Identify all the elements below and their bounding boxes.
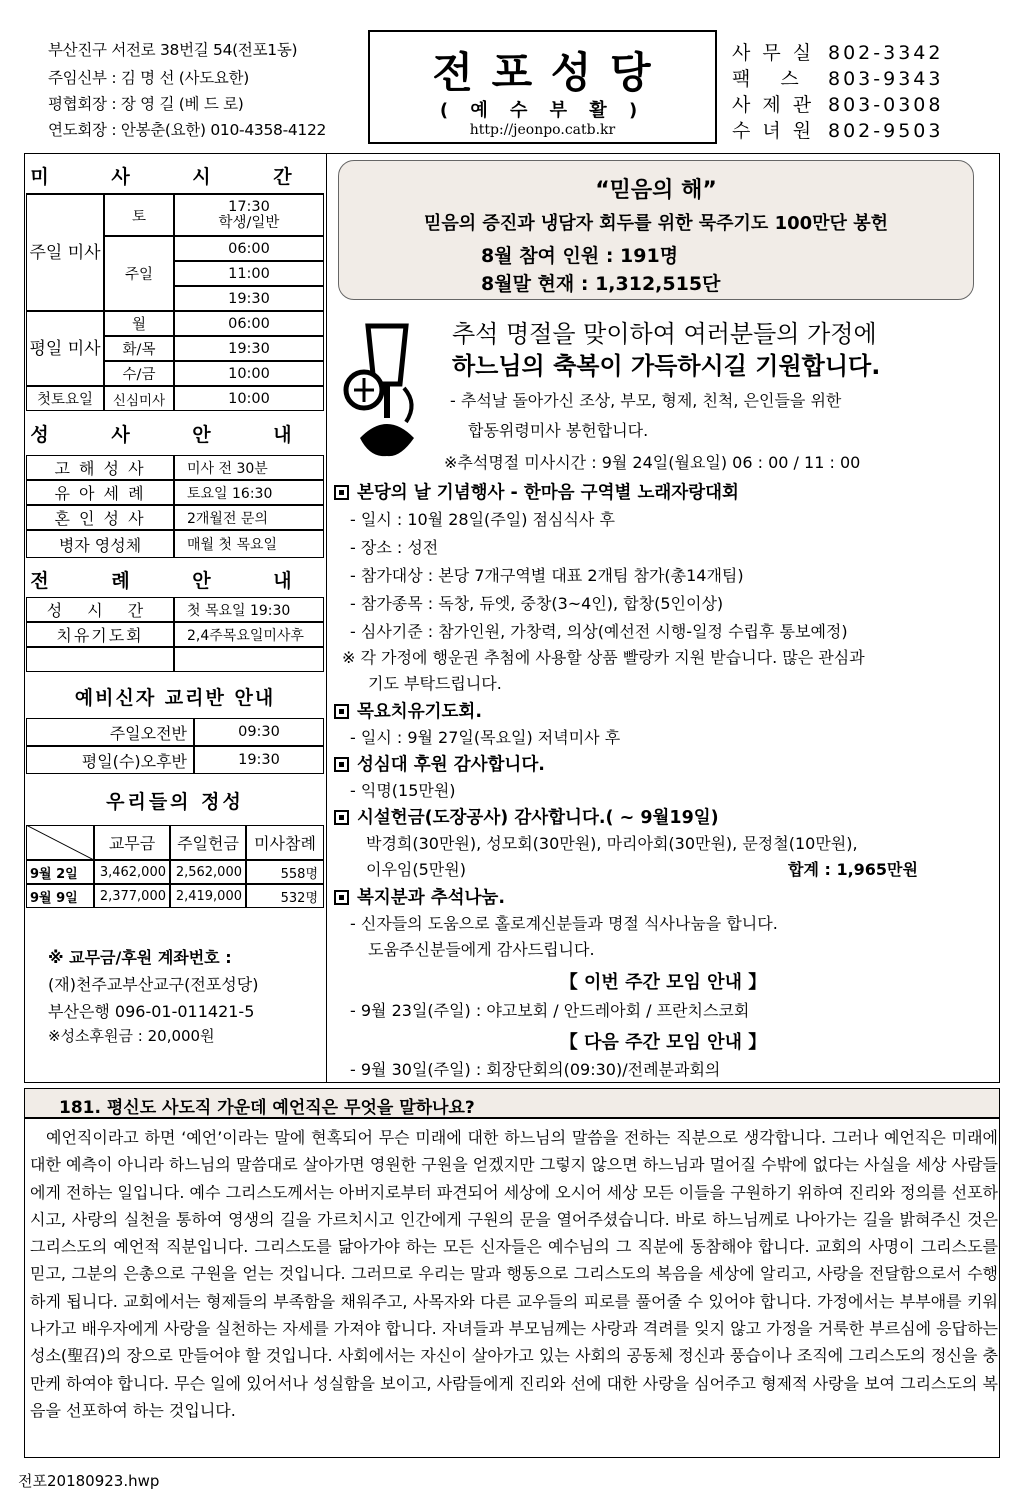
offering-value: 3,462,000: [94, 860, 170, 884]
liturgy-value: 2,4주목요일미사후: [174, 622, 324, 647]
account-holder: (재)천주교부산교구(전포성당): [48, 975, 259, 994]
diagonal-line: [26, 825, 94, 860]
welfare-heading: [334, 884, 505, 909]
liturgical-season: ( 예 수 부 활 ): [439, 100, 646, 121]
checkbox-square-icon: [334, 704, 349, 719]
offering-value: 2,562,000: [170, 860, 246, 884]
priest: 주임신부 : 김 명 선 (사도요한): [48, 69, 249, 87]
this-week-item: - 9월 23일(주일) : 야고보회 / 안드레아회 / 프란치스코회: [350, 1001, 750, 1020]
sacrament-name: 고 해 성 사: [26, 455, 174, 480]
sacraments-title: 성 사 안 내: [30, 424, 320, 446]
sunday-mass-label: 주일 미사: [26, 194, 104, 311]
chuseok-memorial-1: - 추석날 돌아가신 조상, 부모, 형제, 친척, 은인들을 위한: [450, 391, 842, 410]
liturgy-value: 첫 목요일 19:30: [174, 597, 324, 622]
catechism-question: 181. 평신도 사도직 가운데 예언직은 무엇을 말하나요?: [59, 1098, 475, 1118]
first-saturday-label: 첫토요일: [26, 386, 104, 411]
weekday-time: 19:30: [174, 336, 324, 361]
faith-year-title: “믿음의 해”: [595, 178, 717, 203]
sacrament-name: 유 아 세 례: [26, 480, 174, 505]
facility-total: 합계 : 1,965만원: [788, 860, 918, 879]
chuseok-mass-times: ※추석명절 미사시간 : 9월 24일(월요일) 06 : 00 / 11 : 00: [444, 453, 861, 472]
saturday-note: 학생/일반: [218, 215, 280, 231]
weekday-time: 06:00: [174, 311, 324, 336]
offering-col-header: 주일헌금: [170, 825, 246, 860]
chuseok-memorial-2: 합동위령미사 봉헌합니다.: [468, 421, 649, 440]
offering-col-header: 교무금: [94, 825, 170, 860]
first-saturday-kind: 신심미사: [104, 386, 174, 411]
parish-day-heading: [334, 479, 739, 504]
this-week-title: 【 이번 주간 모임 안내 】: [559, 972, 767, 993]
empty-cell: [26, 647, 174, 672]
account-number: 부산은행 096-01-011421-5: [48, 1002, 255, 1021]
support-title: 성심대 후원 감사합니다.: [357, 755, 545, 775]
catechumen-class: 주일오전반: [26, 718, 194, 746]
liturgy-name: 성 시 간: [26, 597, 174, 622]
sacrament-name: 혼 인 성 사: [26, 505, 174, 530]
support-item: - 익명(15만원): [350, 781, 456, 800]
parish-day-item: - 장소 : 성전: [350, 538, 439, 557]
august-participants: 8월 참여 인원 : 191명: [481, 245, 679, 267]
sunday-time: 11:00: [174, 261, 324, 286]
catechism-question-bar: [24, 1088, 1000, 1118]
sunday-time: 06:00: [174, 236, 324, 261]
sacrament-name: 병자 영성체: [26, 530, 174, 558]
address: 부산진구 서전로 38번길 54(전포1동): [48, 41, 298, 59]
rosary-campaign: 믿음의 증진과 냉담자 회두를 위한 묵주기도 100만단 봉헌: [424, 213, 888, 234]
website-link[interactable]: http://jeonpo.catb.kr: [469, 122, 616, 138]
offering-col-header: 미사참례: [246, 825, 324, 860]
file-name: 전포20180923.hwp: [18, 1472, 160, 1490]
offering-value: 2,419,000: [170, 884, 246, 908]
welfare-item: - 신자들의 도움으로 홀로계신분들과 명절 식사나눔을 합니다.: [350, 914, 778, 933]
offering-value: 558명: [246, 860, 324, 884]
sacrament-value: 매월 첫 목요일: [174, 530, 324, 558]
chuseok-greeting-2: 하느님의 축복이 가득하시길 기원합니다.: [452, 352, 881, 380]
offering-title: 우리들의 정성: [106, 791, 244, 813]
saturday-time: 17:30: [228, 199, 270, 215]
thursday-title: 목요치유기도회.: [357, 702, 482, 722]
checkbox-square-icon: [334, 757, 349, 772]
weekday-day: 수/금: [104, 361, 174, 386]
council-chair: 평협회장 : 장 영 길 (베 드 로): [48, 95, 244, 113]
parish-day-item: - 심사기준 : 참가인원, 가창력, 의상(예선전 시행-일정 수립후 통보예정): [350, 622, 848, 641]
checkbox-square-icon: [334, 485, 349, 500]
empty-cell: [174, 647, 324, 672]
facility-donors-1: 박경희(30만원), 성모회(30만원), 마리아회(30만원), 문정철(10만원),: [366, 834, 858, 853]
regional-chair: 연도회장 : 안봉춘(요한) 010-4358-4122: [48, 121, 327, 139]
parish-title: 전 포 성 당: [432, 48, 653, 97]
checkbox-square-icon: [334, 810, 349, 825]
parish-day-note: ※ 각 가정에 행운권 추첨에 사용할 상품 빨랑카 지원 받습니다. 많은 관심과: [342, 648, 865, 667]
offering-date: 9월 2일: [26, 860, 94, 884]
facility-donors-2: 이우임(5만원): [366, 860, 466, 879]
parish-day-item: - 참가대상 : 본당 7개구역별 대표 2개팀 참가(총14개팀): [350, 566, 744, 585]
saturday-label: 토: [104, 194, 174, 236]
next-week-title: 【 다음 주간 모임 안내 】: [559, 1032, 767, 1053]
contact-rectory: 사제관 803-0308: [732, 94, 944, 116]
offering-value: 2,377,000: [94, 884, 170, 908]
liturgy-name: 치유기도회: [26, 622, 174, 647]
welfare-title: 복지분과 추석나눔.: [357, 888, 505, 908]
catechumen-title: 예비신자 교리반 안내: [74, 687, 276, 709]
saturday-time-cell: [174, 194, 324, 236]
weekday-day: 화/목: [104, 336, 174, 361]
sunday-time: 19:30: [174, 286, 324, 311]
facility-heading: [334, 804, 719, 829]
mass-title: 미 사 시 간: [30, 166, 320, 188]
checkbox-square-icon: [334, 890, 349, 905]
liturgy-title: 전 례 안 내: [30, 570, 320, 592]
column-divider: [326, 153, 327, 1083]
catechumen-class: 평일(수)오후반: [26, 746, 194, 774]
catechumen-time: 19:30: [194, 746, 324, 774]
offering-date: 9월 9일: [26, 884, 94, 908]
contact-fax: 팩 스 803-9343: [732, 68, 944, 90]
sacrament-value: 2개월전 문의: [174, 505, 324, 530]
parish-day-title: 본당의 날 기념행사 - 한마음 구역별 노래자랑대회: [357, 483, 739, 503]
weekday-time: 10:00: [174, 361, 324, 386]
offering-value: 532명: [246, 884, 324, 908]
weekday-day: 월: [104, 311, 174, 336]
vocation-donation: ※성소후원금 : 20,000원: [48, 1027, 215, 1045]
contact-office: 사무실 802-3342: [732, 42, 944, 64]
august-total: 8월말 현재 : 1,312,515단: [481, 273, 721, 295]
parish-day-item: - 참가종목 : 독창, 듀엣, 중창(3~4인), 합창(5인이상): [350, 594, 724, 613]
parish-day-item: - 일시 : 10월 28일(주일) 점심식사 후: [350, 510, 615, 529]
account-heading: ※ 교무금/후원 계좌번호 :: [48, 948, 232, 967]
title-box: [368, 30, 717, 144]
facility-title: 시설헌금(도장공사) 감사합니다.( ~ 9월19일): [357, 808, 719, 828]
weekday-mass-label: 평일 미사: [26, 311, 104, 386]
thursday-item: - 일시 : 9월 27일(목요일) 저녁미사 후: [350, 728, 621, 747]
parish-day-note-2: 기도 부탁드립니다.: [368, 674, 502, 693]
welfare-item-2: 도움주신분들에게 감사드립니다.: [368, 940, 595, 959]
faith-year-box: [338, 160, 974, 300]
next-week-item: - 9월 30일(주일) : 회장단회의(09:30)/전례분과회의: [350, 1060, 721, 1079]
sacrament-value: 토요일 16:30: [174, 480, 324, 505]
catechumen-time: 09:30: [194, 718, 324, 746]
offering-corner: [26, 825, 94, 860]
thursday-heading: [334, 698, 482, 723]
support-heading: [334, 751, 545, 776]
chalice-host-icon: [340, 318, 432, 464]
chuseok-greeting-1: 추석 명절을 맞이하여 여러분들의 가정에: [452, 320, 877, 348]
contact-convent: 수녀원 802-9503: [732, 120, 944, 142]
sunday-label: 주일: [104, 236, 174, 311]
sacrament-value: 미사 전 30분: [174, 455, 324, 480]
first-saturday-time: 10:00: [174, 386, 324, 411]
catechism-answer: 예언직이라고 하면 ‘예언’이라는 말에 현혹되어 무슨 미래에 대한 하느님의 말씀을 전하는 직분으로 생각합니다. 그러나 예언직은 미래에 대한 예측이 아니라 하느님의 말씀대로 살아가면 영원한 구원을 얻겠지만 그렇지 않으면 하느님과 멀어질 수밖에 없다는 사실을 세상 사람들에게 전하는 일입니다. 예수 그리스도께서는 아버지로부터 파견되어 세상에 오시어 세상 모든 이들을 구원하기 위하여 진리와 정의를 선포하시고, 사랑의 실천을 통하여 영생의 길을 가르치시고 인간에게 구원의 문을 열어주셨습니다. 바로 하느님께로 나아가는 길을 밝혀주신 것은 그리스도의 예언적 직분입니다. 그리스도를 닮아가야 하는 모든 신자들은 예수님의 그 직분에 동참해야 합니다. 교회의 사명이 그리스도를 믿고, 그분의 은총으로 구원을 얻는 것입니다. 그러므로 우리는 말과 행동으로 그리스도의 복음을 세상에 알리고, 사랑을 전달함으로서 수행하게 됩니다. 교회에서는 형제들의 부족함을 채워주고, 사목자와 다른 교우들의 피로를 풀어줄 수 있어야 합니다. 가정에서는 부부애를 키워나가고 배우자에게 사랑을 실천하는 자세를 가져야 합니다. 자녀들과 부모님께는 사랑과 격려를 잊지 않고 가정을 거룩한 부르심에 응답하는 성소(聖召)의 장으로 만들어야 할 것입니다. 사회에서는 자신이 살아가고 있는 사회의 공동체 정신과 풍습이나 조직에 그리스도의 정신을 충만케 하여야 합니다. 무슨 일에 있어서나 성실함을 보이고, 사람들에게 진리와 선에 대한 사랑을 심어주고 형제적 사랑을 보여 그리스도의 복음을 선포하여 하는 것입니다.: [30, 1128, 998, 1420]
